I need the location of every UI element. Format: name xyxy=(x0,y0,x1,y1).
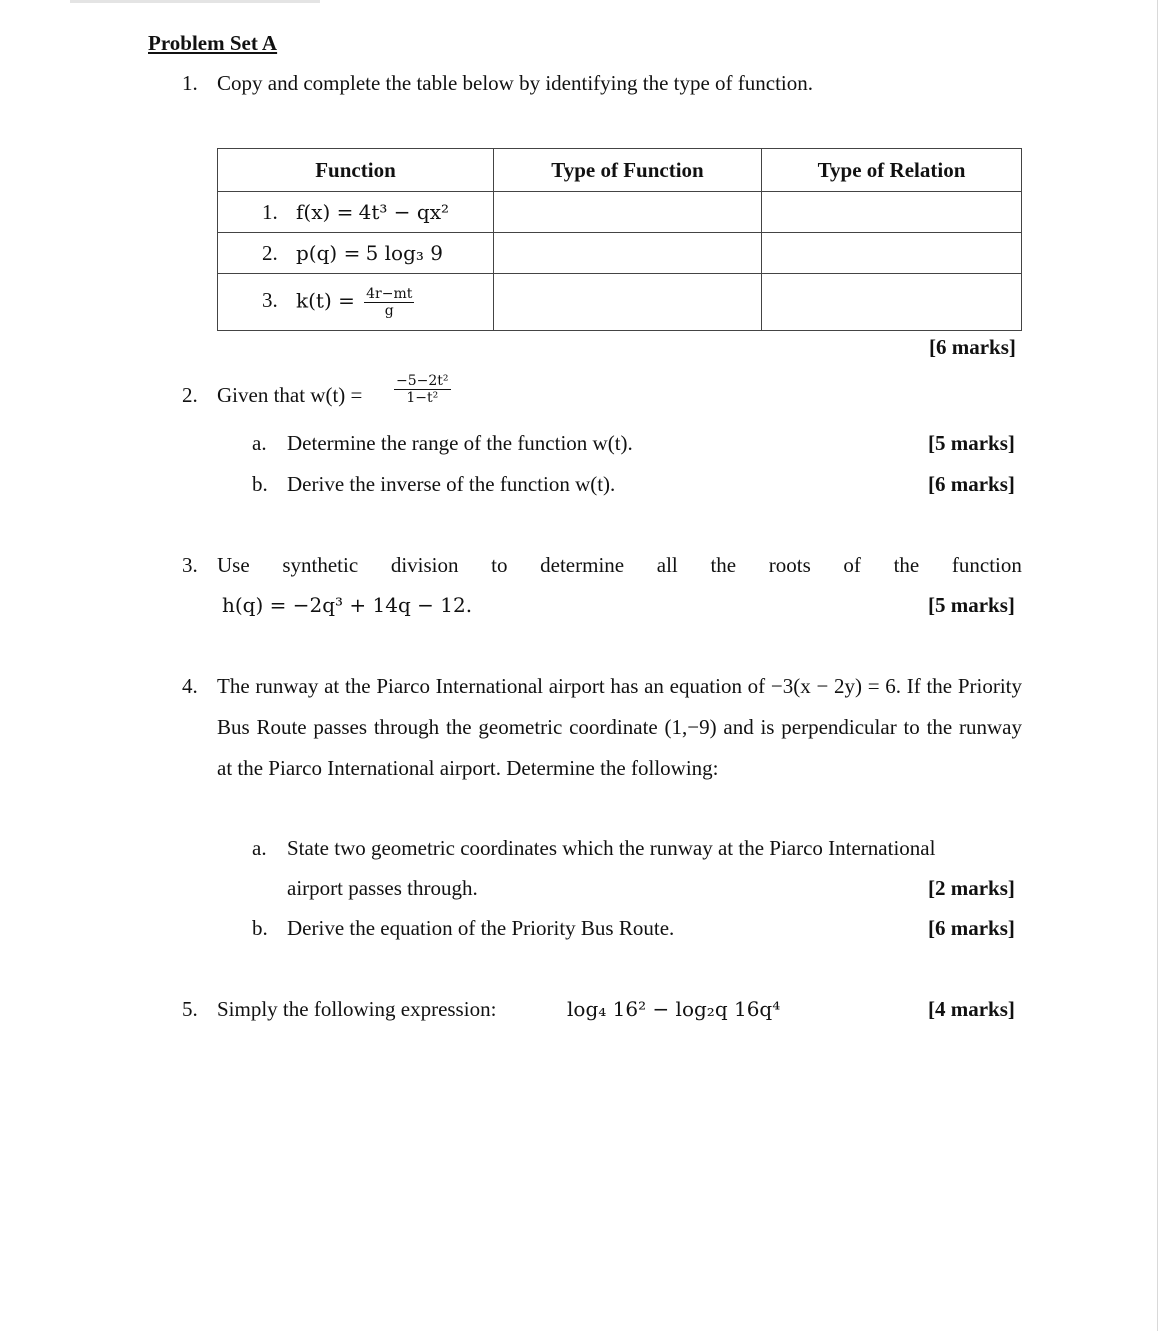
q3-word: roots xyxy=(768,553,811,577)
q2b-label: b. xyxy=(252,472,268,496)
q5-marks: [4 marks] xyxy=(928,997,1015,1021)
header-type-of-function: Type of Function xyxy=(494,149,762,192)
q2-number: 2. xyxy=(182,383,198,407)
function-cell-1 xyxy=(218,192,494,233)
q1-text: Copy and complete the table below by identifying the type of function. xyxy=(217,71,814,95)
q2b-text: Derive the inverse of the function w(t). xyxy=(287,472,616,496)
q5-expression: log₄ 16² − log₂q 16q⁴ xyxy=(567,997,781,1021)
q3-word: all xyxy=(656,553,678,577)
row-number: 3. xyxy=(262,287,278,312)
fraction-numerator: −5−2t² xyxy=(396,373,449,389)
type-of-relation-cell-2[interactable] xyxy=(762,233,1022,274)
q3-marks: [5 marks] xyxy=(928,593,1015,617)
type-of-function-cell-2[interactable] xyxy=(494,233,762,274)
q3-word: Use xyxy=(217,553,250,577)
q4b-label: b. xyxy=(252,916,268,940)
function-cell-2 xyxy=(218,233,494,274)
type-of-function-cell-3[interactable] xyxy=(494,274,762,331)
fraction-denominator: 1−t² xyxy=(406,390,439,406)
q4a-marks: [2 marks] xyxy=(928,876,1015,900)
q4b-marks: [6 marks] xyxy=(928,916,1015,940)
q3-word: synthetic xyxy=(282,553,359,577)
q3-word: function xyxy=(951,553,1022,577)
function-lhs: p(q) = xyxy=(296,240,361,265)
q3-text xyxy=(217,552,1022,578)
row-number: 2. xyxy=(262,240,278,265)
fraction xyxy=(394,373,451,406)
q2b-marks: [6 marks] xyxy=(928,472,1015,496)
type-of-relation-cell-1[interactable] xyxy=(762,192,1022,233)
fraction xyxy=(364,286,414,319)
q3-word: division xyxy=(390,553,459,577)
q4a-label: a. xyxy=(252,836,267,860)
top-divider xyxy=(70,0,320,3)
q5-number: 5. xyxy=(182,997,198,1021)
function-rhs: 4t³ − qx² xyxy=(358,199,450,224)
q2a-label: a. xyxy=(252,431,267,455)
q5-text: Simply the following expression: xyxy=(217,997,497,1021)
q1-marks: [6 marks] xyxy=(929,335,1016,359)
type-of-function-cell-1[interactable] xyxy=(494,192,762,233)
function-rhs: 5 log₃ 9 xyxy=(365,240,443,265)
q4-paragraph: The runway at the Piarco International airport has an equation of −3(x − 2y) = 6. If the Priority Bus Route passes through the geometric coordinate (1,−9) and is perpendicular to the runway at the Piarco International airport. Determine the following: xyxy=(217,674,1022,780)
fraction-numerator: 4r−mt xyxy=(366,285,413,302)
q2a-text: Determine the range of the function w(t). xyxy=(287,431,633,455)
page-title: Problem Set A xyxy=(148,31,278,55)
table-header-row xyxy=(218,149,1022,192)
header-function: Function xyxy=(218,149,494,192)
q4-number: 4. xyxy=(182,674,198,698)
q4a-text-line2: airport passes through. xyxy=(287,876,478,900)
q3-word: determine xyxy=(540,553,625,577)
page-edge xyxy=(1157,0,1158,1331)
table-row xyxy=(218,233,1022,274)
type-of-relation-cell-3[interactable] xyxy=(762,274,1022,331)
header-type-of-relation: Type of Relation xyxy=(762,149,1022,192)
q3-word: to xyxy=(491,553,508,577)
q3-number: 3. xyxy=(182,553,198,577)
q4a-text-line1: State two geometric coordinates which the runway at the Piarco International xyxy=(287,836,936,860)
q3-word: the xyxy=(893,553,920,577)
q2-text: Given that w(t) = xyxy=(217,383,363,407)
q1-number: 1. xyxy=(182,71,198,95)
q3-equation: h(q) = −2q³ + 14q − 12. xyxy=(222,593,473,617)
function-lhs: k(t) = xyxy=(296,287,355,312)
function-table xyxy=(217,148,1022,331)
table-row xyxy=(218,192,1022,233)
function-cell-3 xyxy=(218,274,494,331)
row-number: 1. xyxy=(262,199,278,224)
q4b-text: Derive the equation of the Priority Bus Route. xyxy=(287,916,675,940)
fraction-denominator: g xyxy=(384,302,394,319)
q2a-marks: [5 marks] xyxy=(928,431,1015,455)
table-row xyxy=(218,274,1022,331)
function-lhs: f(x) = xyxy=(296,199,354,224)
q2-fraction xyxy=(394,373,451,406)
q3-word: of xyxy=(843,553,861,577)
q3-word: the xyxy=(710,553,737,577)
